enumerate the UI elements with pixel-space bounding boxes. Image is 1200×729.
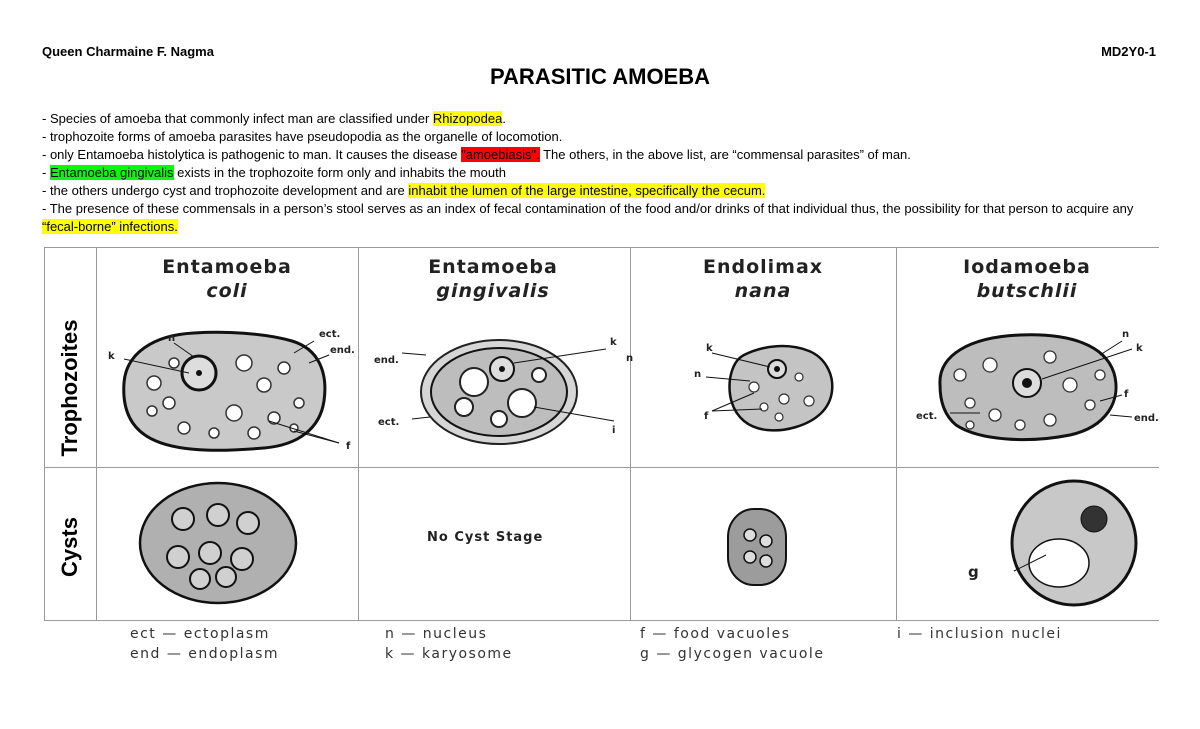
legend-col-1: ect — ectoplasm end — endoplasm <box>130 626 279 662</box>
column-entamoeba-gingivalis: Entamoeba gingivalis <box>428 256 558 302</box>
row-label-cysts: Cysts <box>57 517 82 577</box>
iodamoeba-butschlii-cyst-illustration <box>914 473 1154 619</box>
note-4: - Entamoeba gingivalis exists in the trophozoite form only and inhabits the mouth <box>42 165 506 180</box>
legend-col-3: f — food vacuoles g — glycogen vacuole <box>640 626 825 662</box>
label-i: i <box>612 425 616 436</box>
legend-col-2: n — nucleus k — karyosome <box>385 626 513 662</box>
note-1: - Species of amoeba that commonly infect man are classified under Rhizopodea. <box>42 111 506 126</box>
note-2: - trophozoite forms of amoeba parasites have pseudopodia as the organelle of locomotion. <box>42 129 563 144</box>
entamoeba-coli-cyst-illustration <box>138 479 308 609</box>
legend-col-4: i — inclusion nuclei <box>897 626 1062 642</box>
note-3: - only Entamoeba histolytica is pathogenic to man. It causes the disease "amoebiasis". The others, in the above list, are “commensal parasites” of man. <box>42 147 911 162</box>
note-5: - the others undergo cyst and trophozoite development and are inhabit the lumen of the large intestine, specifically the cecum. <box>42 183 766 198</box>
label-f: f <box>1124 389 1129 400</box>
label-n: n <box>694 369 702 380</box>
row-label-trophozoites: Trophozoites <box>57 319 82 457</box>
course-code: MD2Y0-1 <box>1101 44 1156 59</box>
page-title: PARASITIC AMOEBA <box>490 64 710 89</box>
label-n: n <box>1122 329 1130 340</box>
label-end: end. <box>1134 413 1159 424</box>
notes-list <box>42 110 1162 236</box>
label-ect: ect. <box>916 411 938 422</box>
endolimax-nana-cyst-illustration <box>724 505 794 591</box>
label-n: n <box>168 333 176 344</box>
label-g: g <box>968 563 979 581</box>
label-end: end. <box>374 355 399 366</box>
label-k: k <box>108 351 115 362</box>
column-entamoeba-coli: Entamoeba coli <box>162 256 292 302</box>
column-endolimax-nana: Endolimax nana <box>702 256 824 302</box>
note-6: - The presence of these commensals in a person’s stool serves as an index of fecal contamination of the food and/or drinks of that individual thus, the possibility for that person to acquire any “fecal-borne” infections. <box>42 201 1134 234</box>
no-cyst-stage-note: No Cyst Stage <box>427 530 544 545</box>
label-ect: ect. <box>378 417 400 428</box>
column-iodamoeba-butschlii: Iodamoeba butschlii <box>963 256 1091 302</box>
entamoeba-gingivalis-trophozoite-illustration <box>374 337 634 467</box>
label-k: k <box>610 337 617 348</box>
author-name: Queen Charmaine F. Nagma <box>42 44 214 59</box>
entamoeba-coli-trophozoite-illustration <box>108 323 355 463</box>
amoeba-table <box>44 247 1159 621</box>
endolimax-nana-trophozoite-illustration <box>684 337 884 457</box>
label-k: k <box>706 343 713 354</box>
iodamoeba-butschlii-trophozoite-illustration <box>910 325 1159 455</box>
label-f: f <box>346 441 351 452</box>
label-end: end. <box>330 345 355 356</box>
label-f: f <box>704 411 709 422</box>
label-ect: ect. <box>319 329 341 340</box>
label-k: k <box>1136 343 1143 354</box>
label-n: n <box>626 353 634 364</box>
